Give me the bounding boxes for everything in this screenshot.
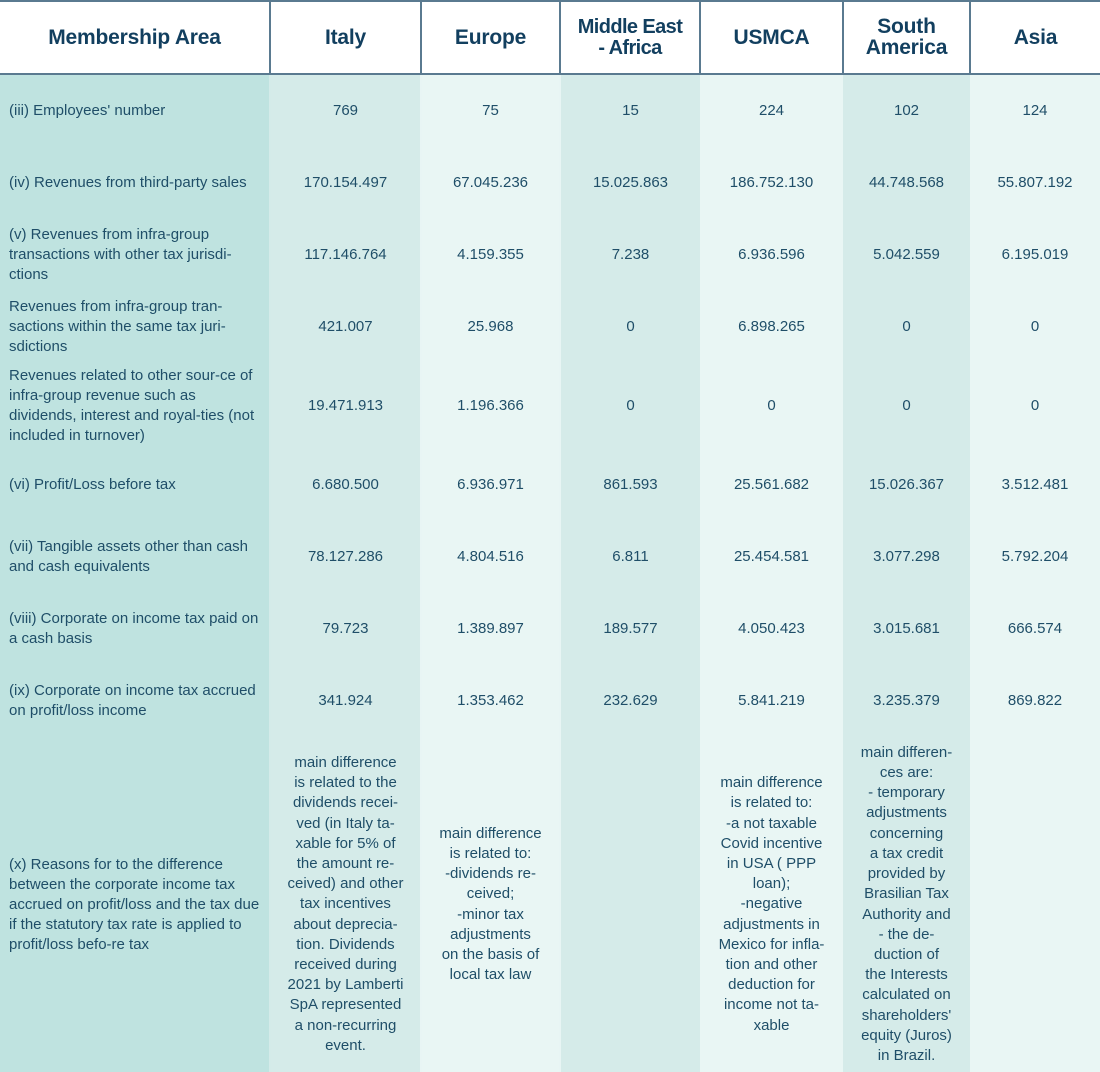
cell-europe: 1.353.462 — [421, 665, 560, 737]
row-label: (viii) Corporate on income tax paid on a cash basis — [0, 593, 270, 665]
cell-middle-east-africa: 15.025.863 — [560, 147, 700, 219]
row-revenues-other-source — [0, 363, 1100, 449]
row-tangible-assets — [0, 521, 1100, 593]
row-revenues-infra-group-other-jurisdictions — [0, 219, 1100, 291]
cell-south-america: 44.748.568 — [843, 147, 970, 219]
header-row — [0, 1, 1100, 74]
cell-south-america — [843, 737, 970, 1072]
cell-europe: 1.389.897 — [421, 593, 560, 665]
row-revenues-third-party — [0, 147, 1100, 219]
row-label: (iv) Revenues from third-party sales — [0, 147, 270, 219]
cell-usmca — [700, 737, 843, 1072]
cell-south-america: 3.077.298 — [843, 521, 970, 593]
cell-middle-east-africa: 0 — [560, 363, 700, 449]
cell-italy: 19.471.913 — [270, 363, 421, 449]
cell-italy: 170.154.497 — [270, 147, 421, 219]
cell-usmca: 4.050.423 — [700, 593, 843, 665]
cell-europe: 1.196.366 — [421, 363, 560, 449]
cell-middle-east-africa: 189.577 — [560, 593, 700, 665]
cell-italy: 769 — [270, 74, 421, 147]
row-income-tax-accrued — [0, 665, 1100, 737]
cell-asia: 6.195.019 — [970, 219, 1100, 291]
note-usmca: main difference is related to: -a not taxable Covid incentive in USA ( PPP loan); -negative adjustments in Mexico for infla- tion and other deduction for income not ta- xable — [718, 774, 825, 1034]
cell-italy: 79.723 — [270, 593, 421, 665]
header-usmca: USMCA — [700, 1, 843, 74]
cell-italy: 421.007 — [270, 291, 421, 363]
cell-asia: 869.822 — [970, 665, 1100, 737]
cell-italy: 341.924 — [270, 665, 421, 737]
cell-italy: 6.680.500 — [270, 449, 421, 521]
row-label: (vii) Tangible assets other than cash and cash equivalents — [0, 521, 270, 593]
cell-south-america: 3.235.379 — [843, 665, 970, 737]
row-profit-loss-before-tax — [0, 449, 1100, 521]
row-revenues-infra-group-same-jurisdiction — [0, 291, 1100, 363]
note-europe: main difference is related to: -dividends re- ceived; -minor tax adjustments on the basis of local tax law — [439, 824, 542, 984]
header-europe: Europe — [421, 1, 560, 74]
row-reasons-for-difference — [0, 737, 1100, 1072]
cell-south-america: 102 — [843, 74, 970, 147]
row-label: Revenues related to other sour-ce of infra-group revenue such as dividends, interest and royal-ties (not included in turnover) — [0, 363, 270, 449]
cell-europe: 4.159.355 — [421, 219, 560, 291]
cell-europe: 67.045.236 — [421, 147, 560, 219]
row-label: (v) Revenues from infra-group transactions with other tax jurisdi-ctions — [0, 219, 270, 291]
cell-middle-east-africa: 6.811 — [560, 521, 700, 593]
cell-usmca: 186.752.130 — [700, 147, 843, 219]
cell-italy — [270, 737, 421, 1072]
cell-south-america: 3.015.681 — [843, 593, 970, 665]
cell-usmca: 0 — [700, 363, 843, 449]
cell-asia: 0 — [970, 291, 1100, 363]
cell-south-america: 15.026.367 — [843, 449, 970, 521]
cell-europe — [421, 737, 560, 1072]
row-income-tax-paid — [0, 593, 1100, 665]
cell-south-america: 0 — [843, 291, 970, 363]
row-label: (iii) Employees' number — [0, 74, 270, 147]
header-middle-east-africa — [560, 1, 700, 74]
header-south-america-label: South America — [865, 15, 948, 59]
cell-usmca: 25.454.581 — [700, 521, 843, 593]
cell-usmca: 25.561.682 — [700, 449, 843, 521]
cell-middle-east-africa: 15 — [560, 74, 700, 147]
row-label: (vi) Profit/Loss before tax — [0, 449, 270, 521]
cell-europe: 6.936.971 — [421, 449, 560, 521]
header-italy: Italy — [270, 1, 421, 74]
cell-europe: 25.968 — [421, 291, 560, 363]
cell-asia: 0 — [970, 363, 1100, 449]
row-employees-number — [0, 74, 1100, 147]
cell-middle-east-africa: 7.238 — [560, 219, 700, 291]
row-label: (x) Reasons for to the difference between the corporate income tax accrued on profit/loss and the tax due if the statutory tax rate is applied to profit/loss befo-re tax — [0, 737, 270, 1072]
header-asia: Asia — [970, 1, 1100, 74]
cell-middle-east-africa: 861.593 — [560, 449, 700, 521]
cell-south-america: 0 — [843, 363, 970, 449]
cell-asia: 55.807.192 — [970, 147, 1100, 219]
cell-south-america: 5.042.559 — [843, 219, 970, 291]
cell-asia: 3.512.481 — [970, 449, 1100, 521]
cell-usmca: 6.898.265 — [700, 291, 843, 363]
cell-usmca: 224 — [700, 74, 843, 147]
header-south-america — [843, 1, 970, 74]
cell-asia: 124 — [970, 74, 1100, 147]
row-label: Revenues from infra-group tran-sactions within the same tax juri-sdictions — [0, 291, 270, 363]
cell-middle-east-africa: 0 — [560, 291, 700, 363]
cell-asia: 666.574 — [970, 593, 1100, 665]
cell-usmca: 5.841.219 — [700, 665, 843, 737]
note-italy: main difference is related to the dividends recei- ved (in Italy ta- xable for 5% of the amount re- ceived) and other tax incentives about deprecia- tion. Dividends received during 2021 by Lamberti SpA represented a non-recurring event. — [287, 753, 404, 1054]
cell-europe: 4.804.516 — [421, 521, 560, 593]
cell-asia — [970, 737, 1100, 1072]
cell-europe: 75 — [421, 74, 560, 147]
cell-italy: 117.146.764 — [270, 219, 421, 291]
row-label: (ix) Corporate on income tax accrued on profit/loss income — [0, 665, 270, 737]
header-middle-east-africa-label: Middle East - Africa — [577, 16, 683, 59]
cell-middle-east-africa: 232.629 — [560, 665, 700, 737]
cell-usmca: 6.936.596 — [700, 219, 843, 291]
cell-asia: 5.792.204 — [970, 521, 1100, 593]
note-south-america: main differen- ces are: - temporary adjustments concerning a tax credit provided by Brasilian Tax Authority and - the de- duction of the Interests calculated on shareholders' equity (Juros) in Brazil. — [860, 743, 953, 1064]
cell-middle-east-africa — [560, 737, 700, 1072]
header-membership-area: Membership Area — [0, 1, 270, 74]
cell-italy: 78.127.286 — [270, 521, 421, 593]
